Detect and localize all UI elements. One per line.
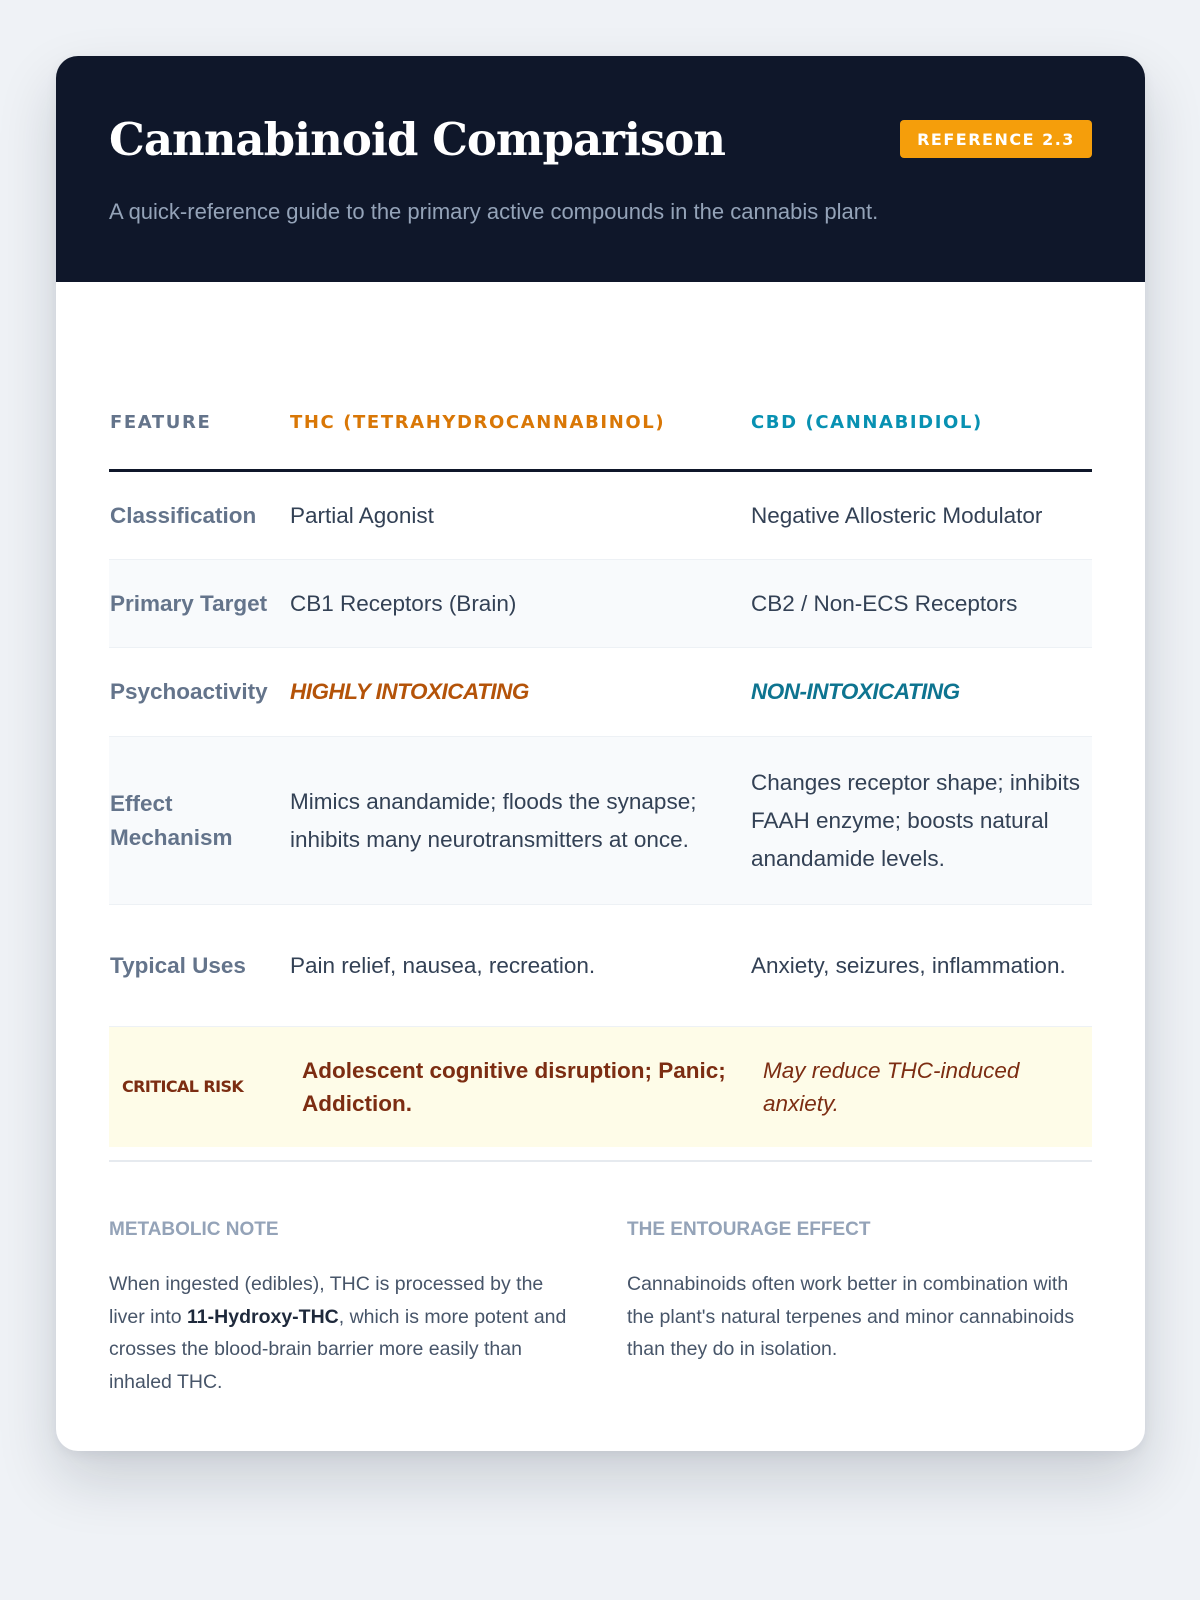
entourage-note-heading: THE ENTOURAGE EFFECT (627, 1219, 871, 1240)
table-header (109, 372, 1092, 472)
card-header (56, 56, 1145, 282)
table-row-psychoactivity (109, 648, 1092, 737)
comparison-card (56, 56, 1145, 1451)
row-label: Effect Mechanism (110, 790, 233, 850)
thc-value: Pain relief, nausea, recreation. (290, 952, 596, 978)
table-row-classification (109, 472, 1092, 560)
table-row-effect-mechanism (109, 737, 1092, 905)
column-header-feature: FEATURE (110, 412, 212, 433)
thc-risk-value: Adolescent cognitive disruption; Panic; Addiction. (302, 1058, 726, 1116)
page-title: Cannabinoid Comparison (109, 113, 726, 166)
cbd-value (751, 648, 1091, 736)
column-header-thc: THC (TETRAHYDROCANNABINOL) (290, 412, 666, 433)
table-row-critical-risk (109, 1027, 1092, 1147)
row-label-critical-risk: CRITICAL RISK (122, 1077, 244, 1096)
thc-value (290, 648, 745, 736)
cbd-value: CB2 / Non-ECS Receptors (751, 590, 1018, 616)
metabolic-note-text: When ingested (edibles), THC is processed by the liver into 11-Hydroxy-THC, which is more potent and crosses the blood-brain barrier more easily than inhaled THC. (109, 1273, 567, 1393)
intoxication-label-cbd: NON-INTOXICATING (751, 679, 960, 704)
reference-badge: REFERENCE 2.3 (900, 120, 1092, 158)
page-subtitle: A quick-reference guide to the primary active compounds in the cannabis plant. (109, 199, 879, 224)
metabolite-highlight: 11-Hydroxy-THC (187, 1305, 339, 1328)
comparison-table (109, 372, 1092, 1147)
thc-value: CB1 Receptors (Brain) (290, 590, 517, 616)
row-label: Typical Uses (110, 952, 246, 978)
table-row-primary-target (109, 560, 1092, 648)
entourage-note-text: Cannabinoids often work better in combination with the plant's natural terpenes and minor cannabinoids than they do in isolation. (627, 1273, 1075, 1360)
cbd-risk-value: May reduce THC-induced anxiety. (763, 1058, 1020, 1116)
entourage-note (627, 1216, 1077, 1366)
thc-value: Partial Agonist (290, 502, 434, 528)
cbd-value: Negative Allosteric Modulator (751, 502, 1043, 528)
metabolic-note-heading: METABOLIC NOTE (109, 1219, 279, 1240)
row-label: Psychoactivity (110, 679, 268, 704)
section-divider (109, 1160, 1092, 1162)
intoxication-label-thc: HIGHLY INTOXICATING (290, 679, 529, 704)
thc-value: Mimics anandamide; floods the synapse; inhibits many neurotransmitters at once. (290, 788, 697, 852)
metabolic-note (109, 1216, 579, 1398)
table-row-typical-uses (109, 905, 1092, 1027)
column-header-cbd: CBD (CANNABIDIOL) (751, 412, 983, 433)
cbd-value: Changes receptor shape; inhibits FAAH enzyme; boosts natural anandamide levels. (751, 769, 1080, 871)
cbd-value: Anxiety, seizures, inflammation. (751, 953, 1066, 978)
row-label: Classification (110, 502, 257, 528)
row-label: Primary Target (110, 590, 268, 616)
